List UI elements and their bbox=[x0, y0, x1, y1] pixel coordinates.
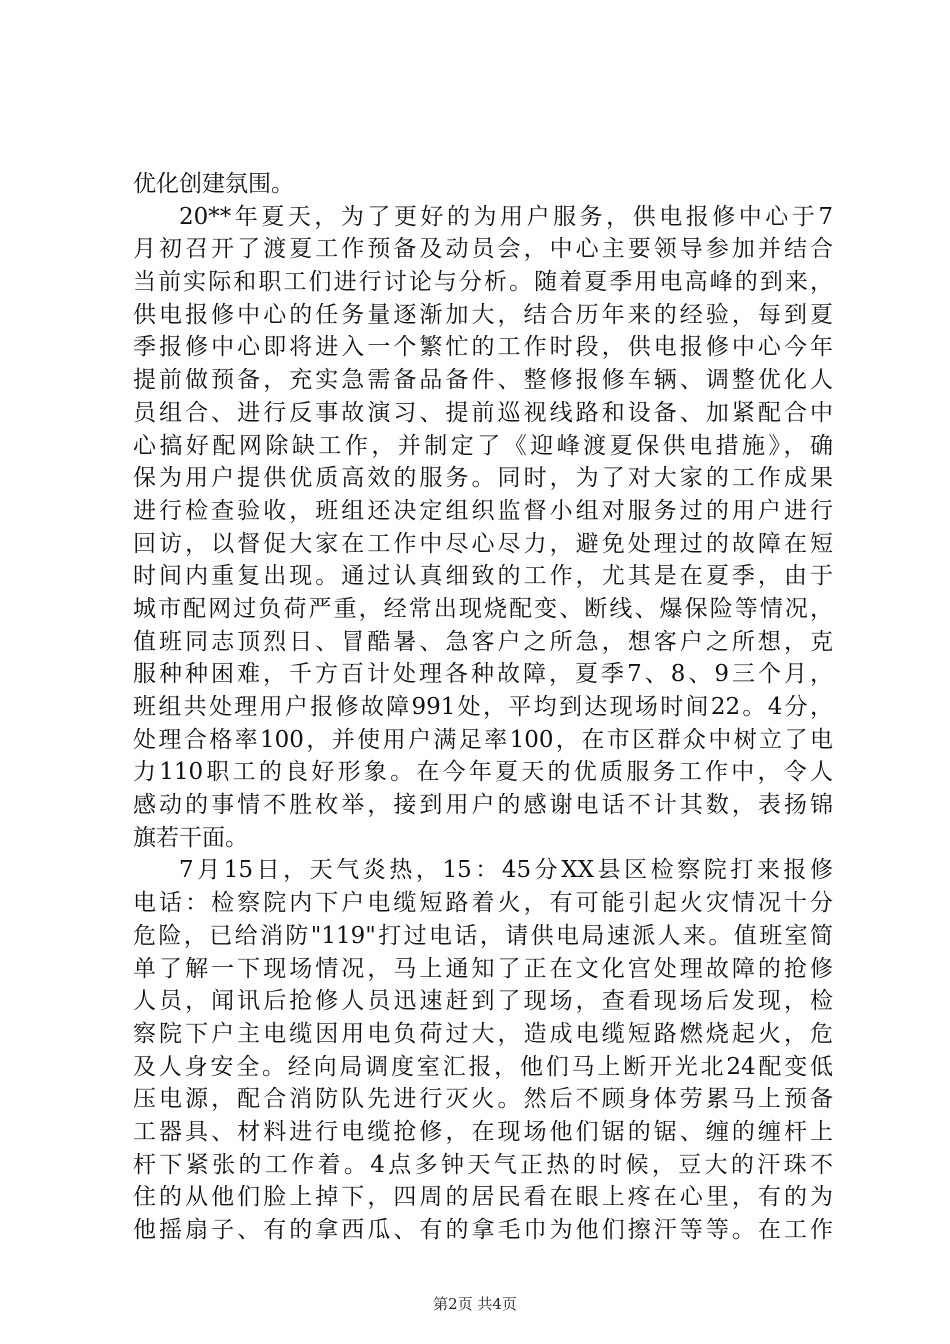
page-number: 第2页 共4页 bbox=[433, 1295, 517, 1313]
text-line: 旗若干面。 bbox=[133, 824, 248, 851]
text-line: 时间内重复出现。通过认真细致的工作，尤其是在夏季，由于 bbox=[133, 563, 833, 590]
text-line: 值班同志顶烈日、冒酷暑、急客户之所急，想客户之所想，克 bbox=[133, 628, 833, 655]
text-line: 优化创建氛围。 bbox=[133, 171, 294, 197]
text-line: 力110职工的良好形象。在今年夏天的优质服务工作中，令人 bbox=[133, 759, 833, 786]
paragraph-start-line: 7月15日，天气炎热，15：45分XX县区检察院打来报修 bbox=[179, 857, 833, 884]
text-line: 保为用户提供优质高效的服务。同时，为了对大家的工作成果 bbox=[133, 465, 833, 492]
text-line: 压电源，配合消防队先进行灭火。然后不顾身体劳累马上预备 bbox=[133, 1086, 833, 1113]
text-line: 察院下户主电缆因用电负荷过大，造成电缆短路燃烧起火，危 bbox=[133, 1020, 833, 1047]
text-line: 班组共处理用户报修故障991处，平均到达现场时间22。4分， bbox=[133, 694, 833, 720]
page-footer bbox=[0, 1293, 950, 1314]
text-line: 心搞好配网除缺工作，并制定了《迎峰渡夏保供电措施》，确 bbox=[133, 432, 833, 459]
text-line: 月初召开了渡夏工作预备及动员会，中心主要领导参加并结合 bbox=[133, 236, 833, 263]
text-line: 供电报修中心的任务量逐渐加大，结合历年来的经验，每到夏 bbox=[133, 301, 833, 328]
text-line: 员组合、进行反事故演习、提前巡视线路和设备、加紧配合中 bbox=[133, 399, 833, 426]
text-line: 季报修中心即将进入一个繁忙的工作时段，供电报修中心今年 bbox=[133, 334, 833, 361]
text-line: 杆下紧张的工作着。4点多钟天气正热的时候，豆大的汗珠不 bbox=[133, 1151, 833, 1178]
paragraph-start-line: 20**年夏天，为了更好的为用户服务，供电报修中心于7 bbox=[179, 203, 833, 230]
text-line: 及人身安全。经向局调度室汇报，他们马上断开光北24配变低 bbox=[133, 1053, 833, 1080]
text-line: 感动的事情不胜枚举，接到用户的感谢电话不计其数，表扬锦 bbox=[133, 792, 833, 819]
text-line: 危险，已给消防"119"打过电话，请供电局速派人来。值班室简 bbox=[133, 922, 833, 949]
text-line: 提前做预备，充实急需备品备件、整修报修车辆、调整优化人 bbox=[133, 367, 833, 394]
text-line: 当前实际和职工们进行讨论与分析。随着夏季用电高峰的到来， bbox=[133, 269, 833, 296]
text-line: 他摇扇子、有的拿西瓜、有的拿毛巾为他们擦汗等等。在工作 bbox=[133, 1217, 833, 1243]
text-line: 城市配网过负荷严重，经常出现烧配变、断线、爆保险等情况， bbox=[133, 595, 833, 622]
document-body bbox=[133, 168, 833, 1247]
text-line: 回访，以督促大家在工作中尽心尽力，避免处理过的故障在短 bbox=[133, 530, 833, 557]
text-line: 服种种困难，千方百计处理各种故障，夏季7、8、9三个月， bbox=[133, 661, 833, 688]
text-line: 住的从他们脸上掉下，四周的居民看在眼上疼在心里，有的为 bbox=[133, 1184, 833, 1211]
text-line: 人员，闻讯后抢修人员迅速赶到了现场，查看现场后发现，检 bbox=[133, 988, 833, 1015]
text-line: 电话：检察院内下户电缆短路着火，有可能引起火灾情况十分 bbox=[133, 890, 833, 917]
text-line: 工器具、材料进行电缆抢修，在现场他们锯的锯、缠的缠杆上 bbox=[133, 1118, 833, 1145]
text-line: 单了解一下现场情况，马上通知了正在文化宫处理故障的抢修 bbox=[133, 955, 833, 982]
text-line: 处理合格率100，并使用户满足率100，在市区群众中树立了电 bbox=[133, 726, 833, 753]
text-line: 进行检查验收，班组还决定组织监督小组对服务过的用户进行 bbox=[133, 497, 833, 524]
